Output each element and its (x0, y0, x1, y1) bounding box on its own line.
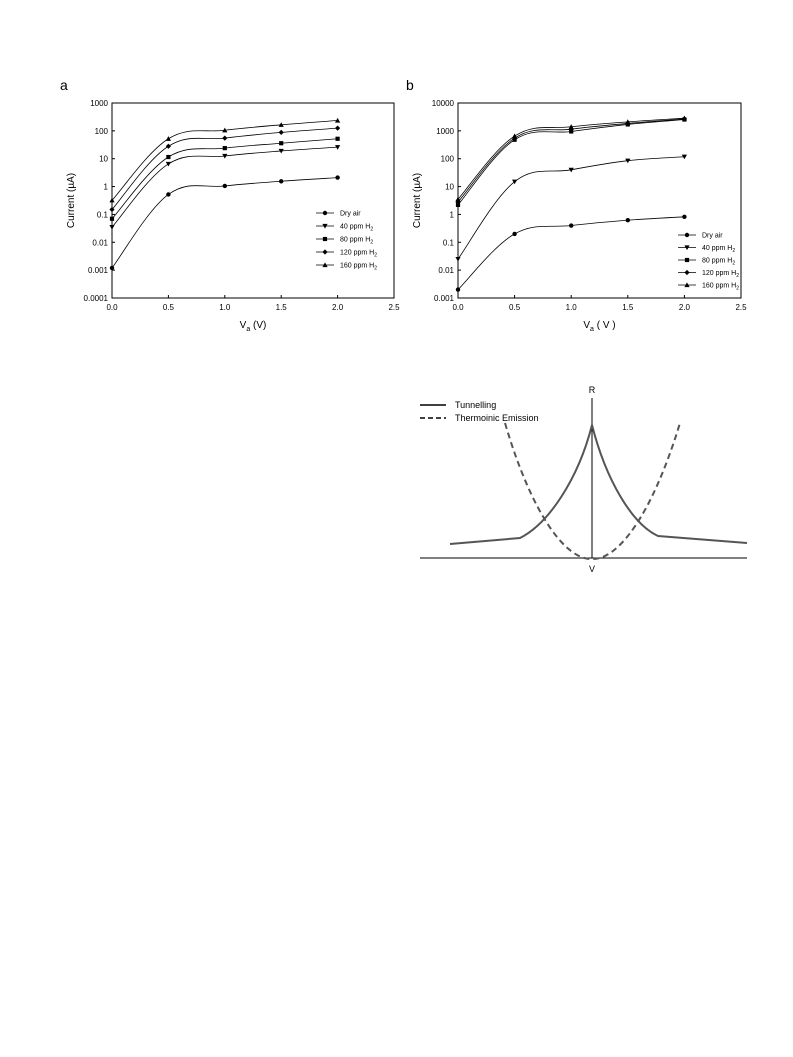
x-tick-label: 2.0 (678, 303, 690, 312)
legend-label: 120 ppm $H_2$ (702, 270, 740, 279)
x-tick-label: 0.0 (452, 303, 464, 312)
y-axis-title: Current (µA) (412, 172, 423, 229)
data-point (512, 232, 516, 236)
chart-a (66, 99, 400, 333)
data-point (223, 146, 227, 150)
legend-label: 80 ppm $H_2$ (702, 257, 736, 267)
c-r-label: R (588, 385, 596, 395)
legend-marker (685, 233, 689, 237)
y-tick-label: 100 (440, 154, 454, 164)
legend-label: 40 ppm $H_2$ (340, 223, 374, 233)
x-tick-label: 0.5 (509, 303, 521, 312)
c-legend-tunnelling: Tunnelling (455, 400, 497, 410)
panel-label-a: a (60, 77, 68, 93)
data-point (335, 126, 340, 131)
series-line (112, 121, 338, 201)
x-tick-label: 0.0 (106, 303, 118, 312)
y-tick-label: 0.0001 (83, 294, 108, 303)
data-point (512, 133, 517, 138)
y-tick-label: 0.1 (442, 238, 454, 248)
data-point (279, 130, 284, 135)
x-tick-label: 1.5 (622, 303, 634, 312)
data-point (166, 162, 171, 167)
y-tick-label: 0.01 (92, 238, 108, 248)
data-point (569, 223, 573, 227)
x-axis-title: $V_a$ (V) (239, 320, 267, 333)
data-point (626, 218, 630, 222)
y-tick-label: 10000 (431, 99, 454, 108)
y-tick-label: 1000 (90, 99, 108, 108)
x-tick-label: 2.5 (735, 303, 747, 312)
data-point (109, 225, 114, 230)
legend-marker (322, 249, 327, 254)
data-point (222, 135, 227, 140)
y-tick-label: 1 (449, 210, 454, 220)
x-axis-title: $V_a$ ( V ) (583, 320, 616, 333)
y-tick-label: 0.1 (96, 210, 108, 220)
y-tick-label: 100 (94, 126, 108, 136)
legend-label: 160 ppm $H_2$ (702, 282, 740, 292)
x-tick-label: 0.5 (162, 303, 174, 312)
data-point (682, 215, 686, 219)
y-tick-label: 10 (445, 182, 454, 192)
data-point (166, 192, 170, 196)
y-tick-label: 1000 (436, 126, 454, 136)
series-line (112, 139, 338, 219)
legend-marker (685, 258, 689, 262)
data-point (110, 266, 114, 270)
x-tick-label: 1.0 (219, 303, 231, 312)
y-tick-label: 10 (99, 154, 108, 164)
data-point (223, 184, 227, 188)
data-point (456, 287, 460, 291)
data-point (455, 257, 460, 262)
data-point (336, 137, 340, 141)
data-point (166, 155, 170, 159)
data-point (279, 141, 283, 145)
y-tick-label: 0.01 (438, 266, 454, 276)
legend-label: 120 ppm $H_2$ (340, 249, 378, 259)
x-tick-label: 2.0 (332, 303, 344, 312)
legend-label: Dry air (340, 210, 361, 218)
chart-c-schematic (420, 385, 747, 574)
panel-label-b: b (406, 77, 414, 93)
y-axis-title: Current (µA) (66, 172, 77, 229)
chart-b (412, 99, 747, 333)
x-tick-label: 1.5 (275, 303, 287, 312)
data-point (279, 179, 283, 183)
series-line (458, 217, 684, 290)
data-point (166, 144, 171, 149)
legend-marker (323, 211, 327, 215)
data-point (335, 175, 339, 179)
c-v-label: V (588, 564, 596, 574)
plot-frame (458, 103, 741, 298)
y-tick-label: 0.001 (87, 266, 108, 276)
y-tick-label: 0.001 (433, 294, 454, 303)
y-tick-label: 1 (103, 182, 108, 192)
c-legend-thermionic: Thermoinic Emission (455, 413, 539, 423)
legend-marker (323, 237, 327, 241)
legend-label: 80 ppm $H_2$ (340, 236, 374, 246)
legend-marker (684, 270, 689, 275)
data-point (110, 217, 114, 221)
legend-label: Dry air (702, 232, 723, 240)
legend-label: 160 ppm $H_2$ (340, 262, 378, 272)
x-tick-label: 1.0 (565, 303, 577, 312)
c-tunnelling-curve (450, 425, 747, 544)
legend-label: 40 ppm $H_2$ (702, 245, 736, 254)
x-tick-label: 2.5 (388, 303, 400, 312)
series-line (112, 178, 338, 268)
data-point (166, 136, 171, 141)
